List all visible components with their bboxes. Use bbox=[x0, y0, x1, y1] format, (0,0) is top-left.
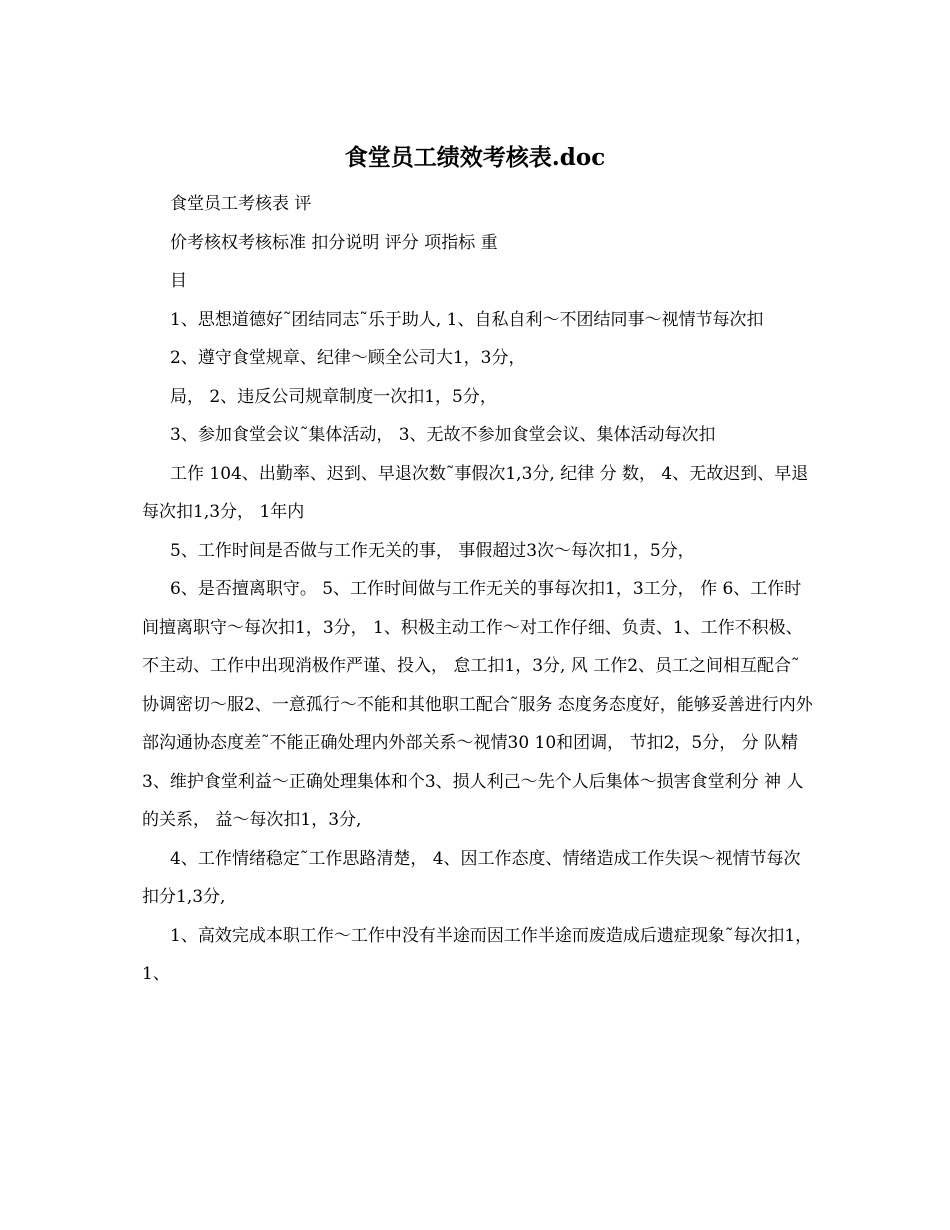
paragraph: 工作 104、出勤率、迟到、早退次数˜事假次1,3分, 纪律 分 数， 4、无故迟到、早退每次扣1,3分， 1年内 bbox=[142, 463, 809, 522]
paragraph: 3、参加食堂会议˜集体活动， 3、无故不参加食堂会议、集体活动每次扣 bbox=[170, 425, 716, 445]
paragraph: 1、高效完成本职工作～工作中没有半途而因工作半途而废造成后遗症现象˜每次扣1，1、 bbox=[142, 925, 813, 984]
paragraph: 5、工作时间是否做与工作无关的事， 事假超过3次～每次扣1，5分， bbox=[170, 540, 695, 561]
paragraph: 局， 2、违反公司规章制度一次扣1，5分， bbox=[170, 386, 497, 407]
paragraph: 目 bbox=[170, 271, 187, 291]
paragraph: 2、遵守食堂规章、纪律～顾全公司大1，3分， bbox=[170, 348, 526, 368]
paragraph: 1、思想道德好˜团结同志˜乐于助人, 1、自私自利～不团结同事～视情节每次扣 bbox=[170, 309, 764, 330]
paragraph: 食堂员工考核表 评 bbox=[170, 194, 312, 214]
paragraph: 6、是否擅离职守。 5、工作时间做与工作无关的事每次扣1，3工分， 作 6、工作时间擅离职守～每次扣1，3分， 1、积极主动工作～对工作仔细、负责、1、工作不积极、不主动、工作中出现消极作严谨、投入， 怠工扣1，3分, 风 工作2、员工之间相互配合˜协调密切～服2、一意孤行～不能和其他职工配合˜服务 态度务态度好，能够妥善进行内外部沟通协态度差˜不能正确处理内外部关系～视情30 10和团调， 节扣2，5分， 分 队精3、维护食堂利益～正确处理集体和个3、损人利己～先个人后集体～损害食堂利分 神 人的关系， 益～每次扣1，3分, bbox=[142, 579, 813, 830]
paragraph: 价考核权考核标准 扣分说明 评分 项指标 重 bbox=[170, 232, 498, 253]
paragraph: 4、工作情绪稳定˜工作思路清楚， 4、因工作态度、情绪造成工作失误～视情节每次扣分1,3分, bbox=[142, 848, 801, 907]
document-title: 食堂员工绩效考核表.doc bbox=[344, 144, 606, 171]
document-body bbox=[142, 185, 814, 994]
